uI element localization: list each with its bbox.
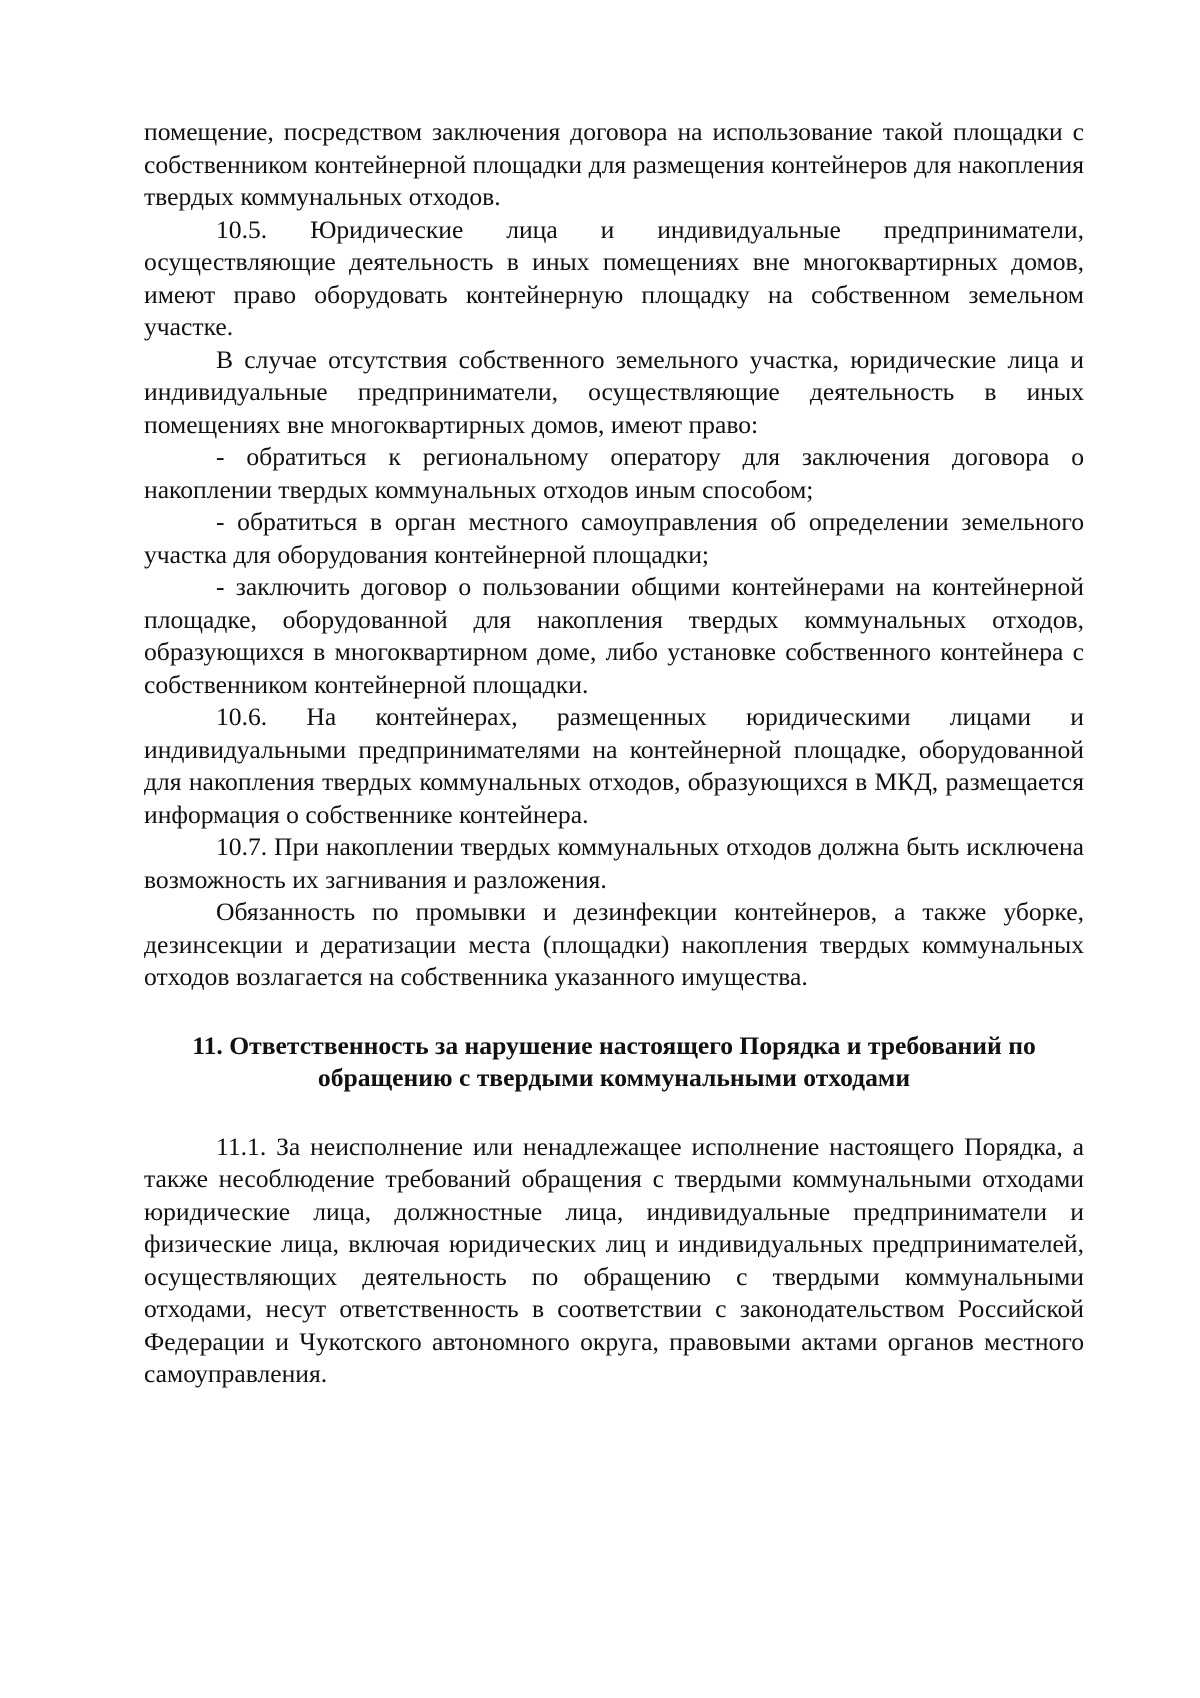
list-item-local-government: - обратиться в орган местного самоуправления об определении земельного участка для оборудования контейнерной площадки;	[144, 507, 1084, 569]
paragraph-cleaning-duty: Обязанность по промывки и дезинфекции контейнеров, а также уборке, дезинсекции и дератизации места (площадки) накопления твердых коммунальных отходов возлагается на собственника указанного имущества.	[144, 897, 1084, 991]
section-heading-11: 11. Ответственность за нарушение настоящего Порядка и требований по обращению с твердыми коммунальными отходами	[192, 1030, 1036, 1092]
paragraph-no-land-plot: В случае отсутствия собственного земельного участка, юридические лица и индивидуальные предприниматели, осуществляющие деятельность в иных помещениях вне многоквартирных домов, имеют право:	[144, 344, 1084, 439]
paragraph-10-7: 10.7. При накоплении твердых коммунальных отходов должна быть исключена возможность их загнивания и разложения.	[144, 832, 1084, 894]
paragraph-continuation: помещение, посредством заключения договора на использование такой площадки с собственником контейнерной площадки для размещения контейнеров для накопления твердых коммунальных отходов.	[144, 117, 1084, 211]
list-item-regional-operator: - обратиться к региональному оператору для заключения договора о накоплении твердых коммунальных отходов иным способом;	[144, 442, 1084, 504]
paragraph-11-1: 11.1. За неисполнение или ненадлежащее исполнение настоящего Порядка, а также несоблюдение требований обращения с твердыми коммунальными отходами юридические лица, должностные лица, индивидуальные предприниматели и физические лица, включая юридических лиц и индивидуальных предпринимателей, осуществляющих деятельность по обращению с твердыми коммунальными отходами, несут ответственность в соответствии с законодательством Российской Федерации и Чукотского автономного округа, правовыми актами органов местного самоуправления.	[144, 1131, 1084, 1388]
paragraph-10-6: 10.6. На контейнерах, размещенных юридическими лицами и индивидуальными предпринимателями на контейнерной площадке, оборудованной для накопления твердых коммунальных отходов, образующихся в МКД, размещается информация о собственнике контейнера.	[144, 702, 1084, 829]
list-item-shared-containers: - заключить договор о пользовании общими контейнерами на контейнерной площадке, оборудованной для накопления твердых коммунальных отходов, образующихся в многоквартирном доме, либо установке собственного контейнера с собственником контейнерной площадки.	[144, 572, 1084, 699]
paragraph-10-5: 10.5. Юридические лица и индивидуальные предприниматели, осуществляющие деятельность в иных помещениях вне многоквартирных домов, имеют право оборудовать контейнерную площадку на собственном земельном участке.	[144, 214, 1084, 341]
